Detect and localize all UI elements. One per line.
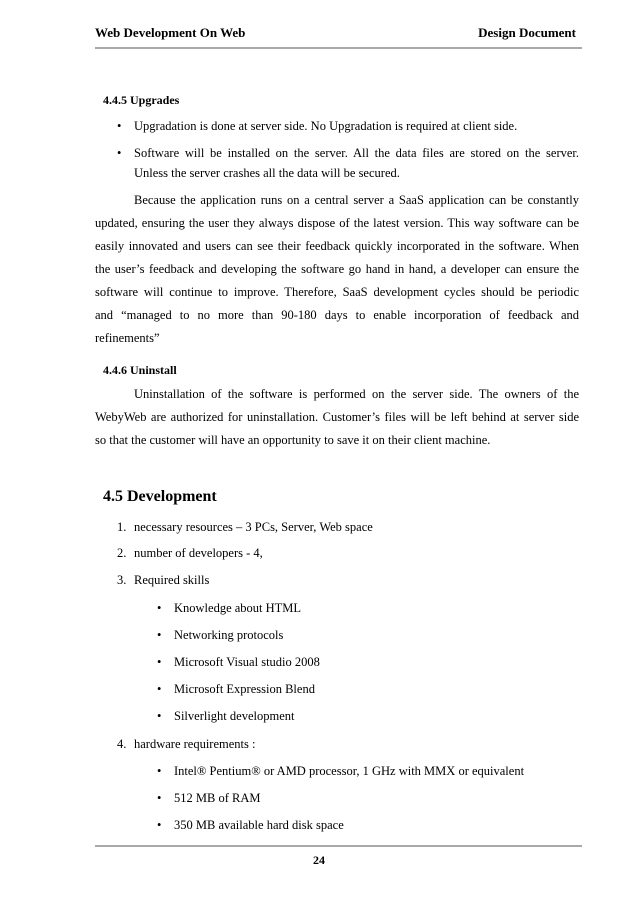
upgrade-bullet-2-line-1: Software will be installed on the server. All the data files are stored on the server. <box>134 146 579 160</box>
hardware-item: 350 MB available hard disk space <box>174 818 344 832</box>
skill-item: Knowledge about HTML <box>174 601 302 615</box>
upgrade-para-line: refinements” <box>95 331 160 345</box>
list-number: 2. <box>117 546 127 560</box>
upgrade-para-line: and “managed to no more than 90-180 days to enable incorporation of feedback and <box>95 308 579 322</box>
skill-item: Silverlight development <box>174 709 295 723</box>
header-title: Web Development On Web <box>95 25 246 40</box>
hardware-item: 512 MB of RAM <box>174 791 261 805</box>
upgrade-para-line: updated, ensuring the user they always dispose of the latest version. This way software can be <box>95 216 579 230</box>
upgrade-para-line: Because the application runs on a central server a SaaS application can be constantly <box>134 193 579 207</box>
list-item: Required skills <box>134 573 210 587</box>
footer-divider <box>95 845 582 847</box>
bullet-icon: • <box>157 655 162 669</box>
skill-item: Networking protocols <box>174 628 284 642</box>
bullet-icon: • <box>117 146 122 160</box>
list-number: 1. <box>117 520 127 534</box>
list-item: hardware requirements : <box>134 737 256 751</box>
bullet-icon: • <box>117 119 122 133</box>
uninstall-para-line: so that the customer will have an opportunity to save it on their client machine. <box>95 433 491 447</box>
skill-item: Microsoft Expression Blend <box>174 682 315 696</box>
skill-item: Microsoft Visual studio 2008 <box>174 655 320 669</box>
bullet-icon: • <box>157 628 162 642</box>
bullet-icon: • <box>157 682 162 696</box>
hardware-item: Intel® Pentium® or AMD processor, 1 GHz with MMX or equivalent <box>174 764 525 778</box>
page-number: 24 <box>313 853 325 867</box>
bullet-icon: • <box>157 601 162 615</box>
upgrade-para-line: the user’s feedback and developing the software go hand in hand, a developer can ensure the <box>95 262 579 276</box>
bullet-icon: • <box>157 764 162 778</box>
uninstall-para-line: WebyWeb are authorized for uninstallation. Customer’s files will be left behind at server side <box>95 410 579 424</box>
upgrade-bullet-1: Upgradation is done at server side. No Upgradation is required at client side. <box>134 119 518 133</box>
bullet-icon: • <box>157 709 162 723</box>
section-heading-upgrades: 4.4.5 Upgrades <box>103 93 180 107</box>
section-heading-uninstall: 4.4.6 Uninstall <box>103 363 177 377</box>
bullet-icon: • <box>157 818 162 832</box>
list-number: 4. <box>117 737 127 751</box>
bullet-icon: • <box>157 791 162 805</box>
list-number: 3. <box>117 573 127 587</box>
list-item: number of developers - 4, <box>134 546 263 560</box>
uninstall-para-line: Uninstallation of the software is performed on the server side. The owners of the <box>134 387 579 401</box>
upgrade-para-line: easily innovated and users can see their feedback quickly incorporated in the software. When <box>95 239 579 253</box>
upgrade-para-line: software will continue to improve. Therefore, SaaS development cycles should be periodic <box>95 285 579 299</box>
section-heading-development: 4.5 Development <box>103 488 217 505</box>
list-item: necessary resources – 3 PCs, Server, Web space <box>134 520 373 534</box>
upgrade-bullet-2-line-2: Unless the server crashes all the data will be secured. <box>134 166 400 180</box>
header-doc-type: Design Document <box>478 25 576 40</box>
header-divider <box>95 47 582 49</box>
